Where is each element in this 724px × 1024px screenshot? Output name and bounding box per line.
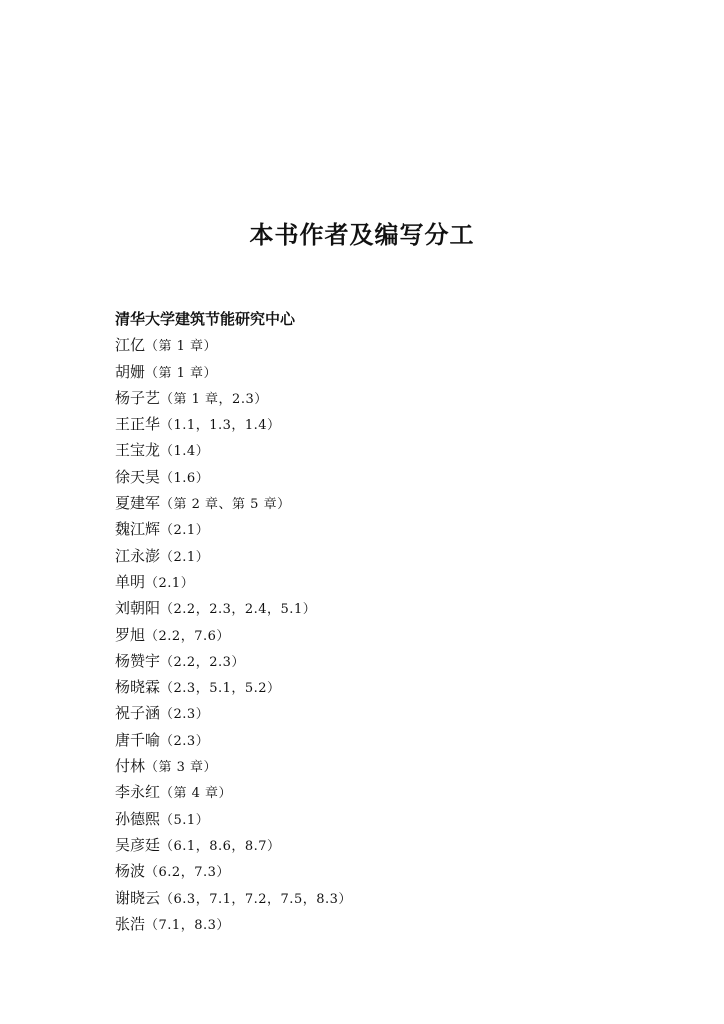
- author-chapters: （2.1）: [160, 523, 210, 539]
- author-name: 罗旭: [115, 625, 146, 644]
- author-chapters: （2.2，7.6）: [145, 628, 230, 644]
- author-entry: [115, 753, 675, 779]
- author-chapters: （2.1）: [145, 575, 195, 591]
- author-name: 祝子涵: [115, 704, 161, 723]
- author-entry: [115, 622, 675, 648]
- author-entry: [115, 700, 675, 726]
- author-name: 江永澎: [115, 546, 161, 565]
- author-entry: [115, 832, 675, 858]
- author-list: [115, 332, 675, 937]
- author-entry: [115, 858, 675, 884]
- author-entry: [115, 885, 675, 911]
- author-name: 杨晓霖: [115, 678, 161, 697]
- author-name: 徐天昊: [115, 467, 161, 486]
- author-name: 杨子艺: [115, 388, 161, 407]
- organization-heading: 清华大学建筑节能研究中心: [115, 310, 296, 328]
- author-name: 魏江辉: [115, 520, 161, 539]
- author-chapters: （2.2，2.3，2.4，5.1）: [160, 602, 317, 618]
- author-entry: [115, 911, 675, 937]
- author-name: 唐千喻: [115, 730, 161, 749]
- author-entry: [115, 595, 675, 621]
- author-name: 李永红: [115, 783, 161, 802]
- author-entry: [115, 332, 675, 358]
- author-chapters: （2.3，5.1，5.2）: [160, 681, 281, 697]
- author-chapters: （第 3 章）: [145, 760, 218, 776]
- author-chapters: （1.6）: [160, 470, 210, 486]
- author-entry: [115, 806, 675, 832]
- author-chapters: （第 2 章、第 5 章）: [160, 497, 291, 513]
- author-entry: [115, 385, 675, 411]
- author-chapters: （第 4 章）: [160, 786, 233, 802]
- author-chapters: （2.2，2.3）: [160, 654, 245, 670]
- author-entry: [115, 411, 675, 437]
- author-name: 付林: [115, 757, 146, 776]
- author-name: 夏建军: [115, 494, 161, 513]
- author-name: 谢晓云: [115, 888, 161, 907]
- author-entry: [115, 648, 675, 674]
- author-entry: [115, 727, 675, 753]
- author-entry: [115, 359, 675, 385]
- author-name: 杨赞宇: [115, 651, 161, 670]
- author-name: 刘朝阳: [115, 599, 161, 618]
- author-name: 王正华: [115, 415, 161, 434]
- author-chapters: （6.3，7.1，7.2，7.5，8.3）: [160, 891, 352, 907]
- author-chapters: （第 1 章）: [145, 339, 218, 355]
- author-chapters: （5.1）: [160, 812, 210, 828]
- author-chapters: （2.3）: [160, 707, 210, 723]
- author-chapters: （2.3）: [160, 733, 210, 749]
- author-chapters: （6.1，8.6，8.7）: [160, 838, 281, 854]
- author-name: 王宝龙: [115, 441, 161, 460]
- author-entry: [115, 543, 675, 569]
- author-chapters: （第 1 章）: [145, 365, 218, 381]
- author-name: 江亿: [115, 336, 146, 355]
- author-name: 吴彦廷: [115, 835, 161, 854]
- author-chapters: （第 1 章，2.3）: [160, 391, 268, 407]
- author-name: 杨波: [115, 862, 146, 881]
- author-chapters: （1.1，1.3，1.4）: [160, 418, 281, 434]
- author-name: 张浩: [115, 914, 146, 933]
- author-name: 单明: [115, 572, 146, 591]
- author-section: [115, 306, 675, 937]
- author-entry: [115, 569, 675, 595]
- author-entry: [115, 464, 675, 490]
- author-name: 孙德熙: [115, 809, 161, 828]
- author-chapters: （2.1）: [160, 549, 210, 565]
- author-chapters: （7.1，8.3）: [145, 917, 230, 933]
- author-entry: [115, 674, 675, 700]
- author-name: 胡姗: [115, 362, 146, 381]
- page-title: 本书作者及编写分工: [249, 220, 475, 249]
- author-chapters: （1.4）: [160, 444, 210, 460]
- author-entry: [115, 437, 675, 463]
- author-entry: [115, 490, 675, 516]
- author-chapters: （6.2，7.3）: [145, 865, 230, 881]
- author-entry: [115, 779, 675, 805]
- author-entry: [115, 516, 675, 542]
